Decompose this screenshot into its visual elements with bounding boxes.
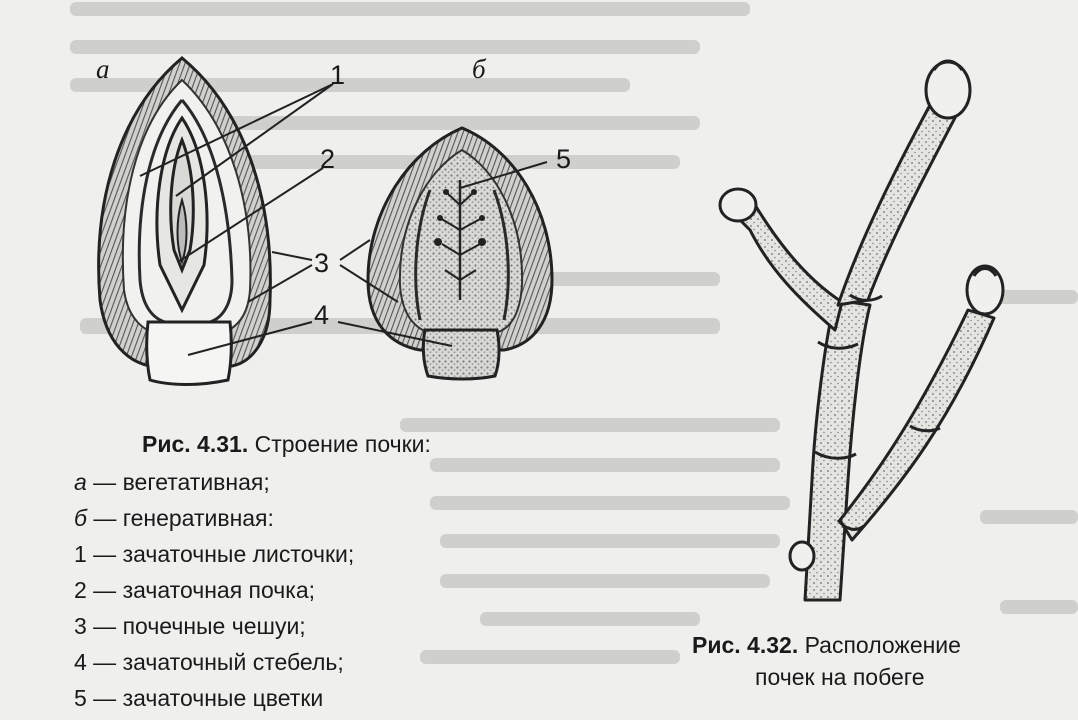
panel-label-b: б (472, 54, 486, 84)
legend-text: зачаточные листочки; (122, 541, 355, 567)
legend-sep: — (86, 613, 123, 639)
legend-row (74, 608, 354, 644)
legend-row (74, 680, 354, 716)
legend-sep: — (86, 469, 123, 495)
callout-3: 3 (314, 248, 330, 278)
caption-title: Строение почки: (254, 431, 431, 457)
legend-sep: — (86, 541, 123, 567)
callout-5: 5 (556, 144, 572, 174)
legend-sep: — (86, 577, 123, 603)
figure-4-32-caption-line1 (692, 633, 961, 658)
legend-key: б (74, 505, 87, 531)
legend-key: 2 (74, 577, 87, 603)
legend-row (74, 500, 354, 536)
legend-row (74, 464, 354, 500)
legend-key: 1 (74, 541, 87, 567)
legend-text: вегетативная; (122, 469, 270, 495)
figure-4-31-legend (74, 464, 354, 716)
legend-sep: — (86, 505, 123, 531)
legend-text: зачаточный стебель; (122, 649, 344, 675)
figure-4-32-caption-line2: почек на побеге (755, 664, 925, 690)
callout-1: 1 (330, 60, 346, 90)
legend-row (74, 644, 354, 680)
legend-key: 3 (74, 613, 87, 639)
legend-text: генеративная: (122, 505, 274, 531)
legend-text: зачаточная почка; (122, 577, 316, 603)
caption-number: Рис. 4.32. (692, 632, 799, 658)
legend-text: зачаточные цветки (122, 685, 324, 711)
caption-number: Рис. 4.31. (142, 431, 249, 457)
legend-text: почечные чешуи; (122, 613, 306, 639)
legend-row (74, 536, 354, 572)
callout-2: 2 (320, 144, 336, 174)
panel-label-a: а (96, 54, 110, 84)
legend-sep: — (86, 685, 123, 711)
legend-key: а (74, 469, 87, 495)
caption-title: Расположение (804, 632, 961, 658)
legend-key: 4 (74, 649, 87, 675)
callout-4: 4 (314, 300, 330, 330)
figure-4-31-caption (142, 432, 431, 457)
legend-key: 5 (74, 685, 87, 711)
legend-row (74, 572, 354, 608)
legend-sep: — (86, 649, 123, 675)
